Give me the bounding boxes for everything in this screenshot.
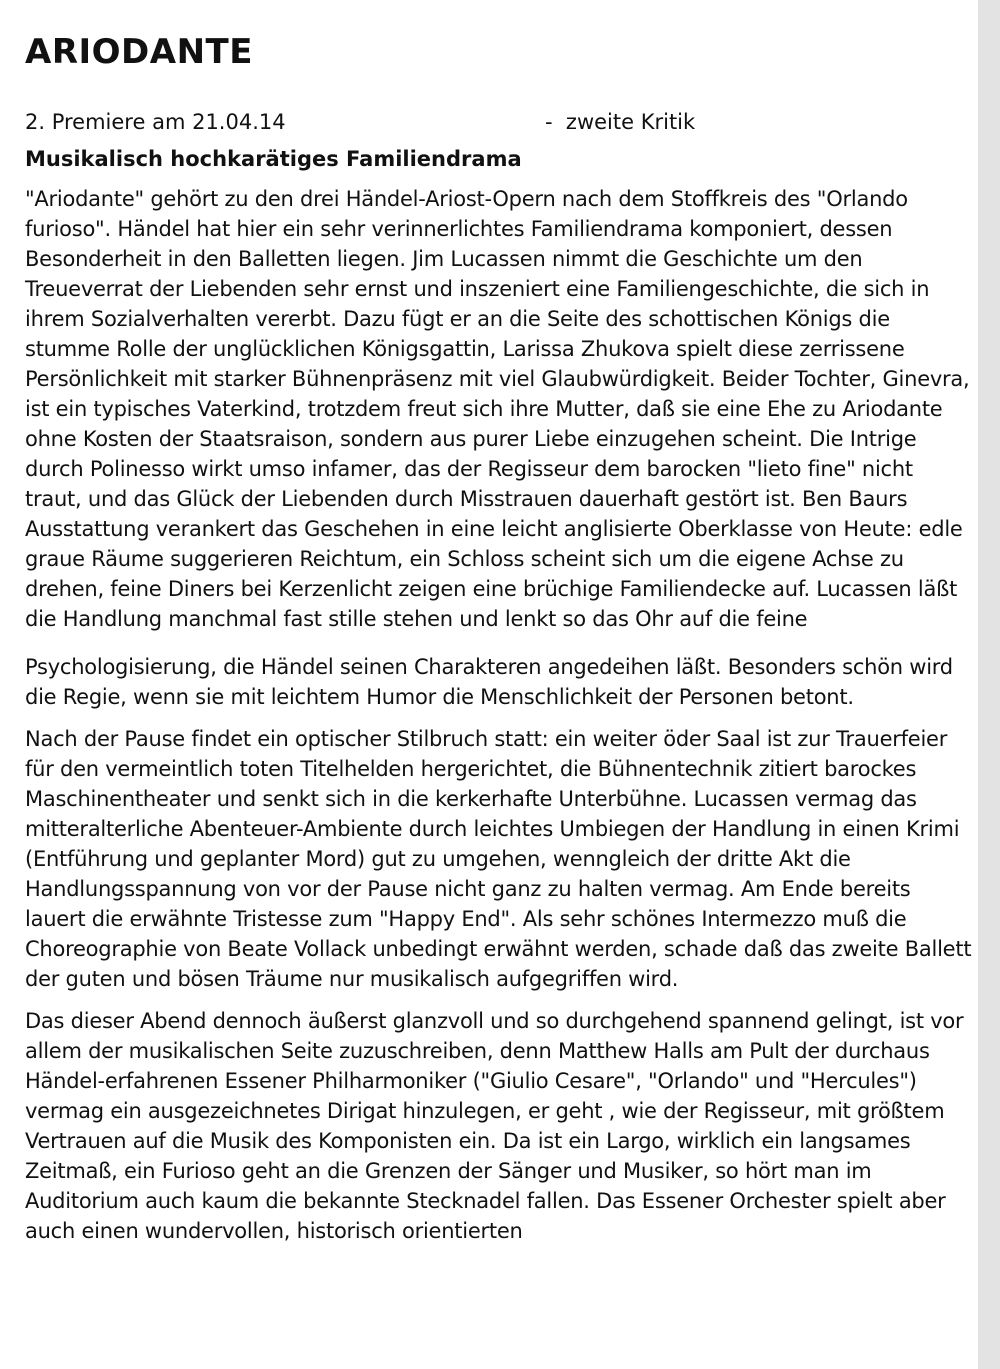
paragraph-2: Psychologisierung, die Händel seinen Charakteren angedeihen läßt. Besonders schön wird die Regie, wenn sie mit leichtem Humor die Menschlichkeit der Personen betont.: [25, 655, 953, 709]
article-title: ARIODANTE: [25, 32, 253, 72]
paragraph-1: "Ariodante" gehört zu den drei Händel-Ariost-Opern nach dem Stoffkreis des "Orlando furioso". Händel hat hier ein sehr verinnerlichtes Familiendrama komponiert, dessen Besonderheit in den Balletten liegen. Jim Lucassen nimmt die Geschichte um den Treueverrat der Liebenden sehr ernst und inszeniert eine Familiengeschichte, die sich in ihrem Sozialverhalten vererbt. Dazu fügt er an die Seite des schottischen Königs die stumme Rolle der unglücklichen Königsgattin, Larissa Zhukova spielt diese zerrissene Persönlichkeit mit starker Bühnenpräsenz mit viel Glaubwürdigkeit. Beider Tochter, Ginevra, ist ein typisches Vaterkind, trotzdem freut sich ihre Mutter, daß sie eine Ehe zu Ariodante ohne Kosten der Staatsraison, sondern aus purer Liebe einzugehen scheint. Die Intrige durch Polinesso wirkt umso infamer, das der Regisseur dem barocken "lieto fine" nicht traut, und das Glück der Liebenden durch Misstrauen dauerhaft gestört ist. Ben Baurs Ausstattung verankert das Geschehen in eine leicht anglisierte Oberklasse von Heute: edle graue Räume suggerieren Reichtum, ein Schloss scheint sich um die eigene Achse zu drehen, feine Diners bei Kerzenlicht zeigen eine brüchige Familiendecke auf. Lucassen läßt die Handlung manchmal fast stille stehen und lenkt so das Ohr auf die feine: [25, 187, 970, 631]
review-label: - zweite Kritik: [545, 110, 696, 134]
article-content: [25, 30, 975, 1246]
paragraph-4: Das dieser Abend dennoch äußerst glanzvoll und so durchgehend spannend gelingt, ist vor allem der musikalischen Seite zuzuschreiben, denn Matthew Halls am Pult der durchaus Händel-erfahrenen Essener Philharmoniker ("Giulio Cesare", "Orlando" und "Hercules") vermag ein ausgezeichnetes Dirigat hinzulegen, er geht , wie der Regisseur, mit größtem Vertrauen auf die Musik des Komponisten ein. Da ist ein Largo, wirklich ein langsames Zeitmaß, ein Furioso geht an die Grenzen der Sänger und Musiker, so hört man im Auditorium auch kaum die bekannte Stecknadel fallen. Das Essener Orchester spielt aber auch einen wundervollen, historisch orientierten: [25, 1009, 964, 1243]
premiere-line: [25, 108, 975, 136]
vertical-scrollbar[interactable]: [978, 0, 1000, 1369]
premiere-date: 2. Premiere am 21.04.14: [25, 110, 286, 134]
article-subtitle: Musikalisch hochkarätiges Familiendrama: [25, 147, 522, 171]
paragraph-3: Nach der Pause findet ein optischer Stilbruch statt: ein weiter öder Saal ist zur Trauerfeier für den vermeintlich toten Titelhelden hergerichtet, die Bühnentechnik zitiert barockes Maschinentheater und senkt sich in die kerkerhafte Unterbühne. Lucassen vermag das mitteralterliche Abenteuer-Ambiente durch leichtes Umbiegen der Handlung in einen Krimi (Entführung und geplanter Mord) gut zu umgehen, wenngleich der dritte Akt die Handlungsspannung von vor der Pause nicht ganz zu halten vermag. Am Ende bereits lauert die erwähnte Tristesse zum "Happy End". Als sehr schönes Intermezzo muß die Choreographie von Beate Vollack unbedingt erwähnt werden, schade daß das zweite Ballett der guten und bösen Träume nur musikalisch aufgegriffen wird.: [25, 727, 972, 991]
